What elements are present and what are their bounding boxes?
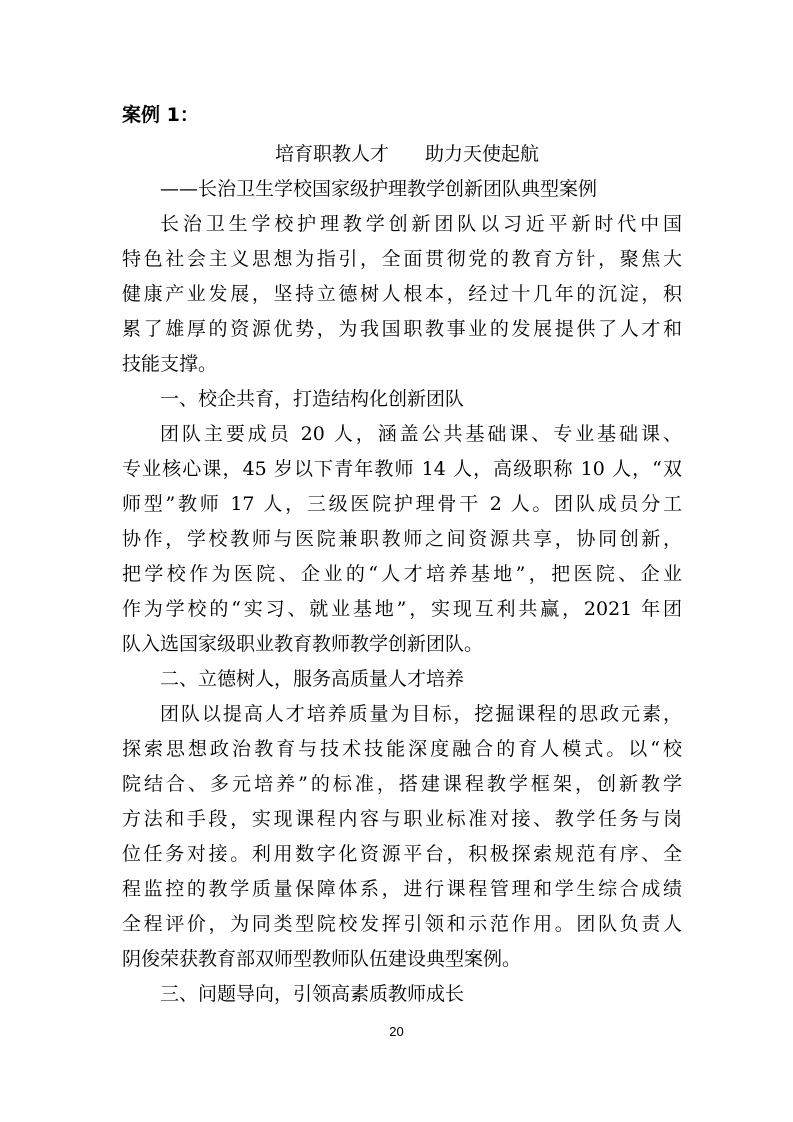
paragraph-line: 全程评价，为同类型院校发挥引领和示范作用。团队负责人: [122, 913, 682, 935]
paragraph-line: 队入选国家级职业教育教师教学创新团队。: [122, 633, 484, 655]
paragraph-line: 师型”教师 17 人，三级医院护理骨干 2 人。团队成员分工: [122, 493, 682, 515]
paragraph-line: 技能支撑。: [122, 353, 218, 375]
paragraph-line: 作为学校的“实习、就业基地”，实现互利共赢，2021 年团: [122, 598, 682, 620]
paragraph-line: 累了雄厚的资源优势，为我国职教事业的发展提供了人才和: [122, 318, 682, 340]
paragraph-line: 团队以提高人才培养质量为目标，挖掘课程的思政元素，: [160, 703, 682, 725]
section-heading-3: 三、问题导向，引领高素质教师成长: [160, 983, 465, 1005]
paragraph-line: 阴俊荣获教育部双师型教师队伍建设典型案例。: [122, 948, 522, 970]
title-part-1: 培育职教人才: [275, 143, 390, 165]
title-part-2: 助力天使起航: [425, 143, 540, 165]
document-subtitle: ——长治卫生学校国家级护理教学创新团队典型案例: [160, 178, 598, 200]
paragraph-line: 专业核心课，45 岁以下青年教师 14 人，高级职称 10 人，“双: [122, 458, 682, 480]
page-number: 20: [389, 1024, 404, 1039]
case-label: 案例 1：: [122, 104, 199, 126]
paragraph-line: 院结合、多元培养”的标准，搭建课程教学框架，创新教学: [122, 773, 682, 795]
paragraph-line: 协作，学校教师与医院兼职教师之间资源共享，协同创新，: [122, 528, 682, 550]
section-heading-2: 二、立德树人，服务高质量人才培养: [160, 668, 465, 690]
paragraph-line: 健康产业发展，坚持立德树人根本，经过十几年的沉淀，积: [122, 283, 682, 305]
document-title: [275, 139, 539, 169]
paragraph-line: 位任务对接。利用数字化资源平台，积极探索规范有序、全: [122, 843, 682, 865]
section-heading-1: 一、校企共育，打造结构化创新团队: [160, 388, 465, 410]
paragraph-line: 长治卫生学校护理教学创新团队以习近平新时代中国: [160, 213, 682, 235]
paragraph-line: 程监控的教学质量保障体系，进行课程管理和学生综合成绩: [122, 878, 682, 900]
paragraph-line: 团队主要成员 20 人，涵盖公共基础课、专业基础课、: [160, 423, 682, 445]
paragraph-line: 方法和手段，实现课程内容与职业标准对接、教学任务与岗: [122, 808, 682, 830]
paragraph-line: 特色社会主义思想为指引，全面贯彻党的教育方针，聚焦大: [122, 248, 682, 270]
paragraph-line: 探索思想政治教育与技术技能深度融合的育人模式。以“校: [122, 738, 682, 760]
paragraph-line: 把学校作为医院、企业的“人才培养基地”，把医院、企业: [122, 563, 682, 585]
